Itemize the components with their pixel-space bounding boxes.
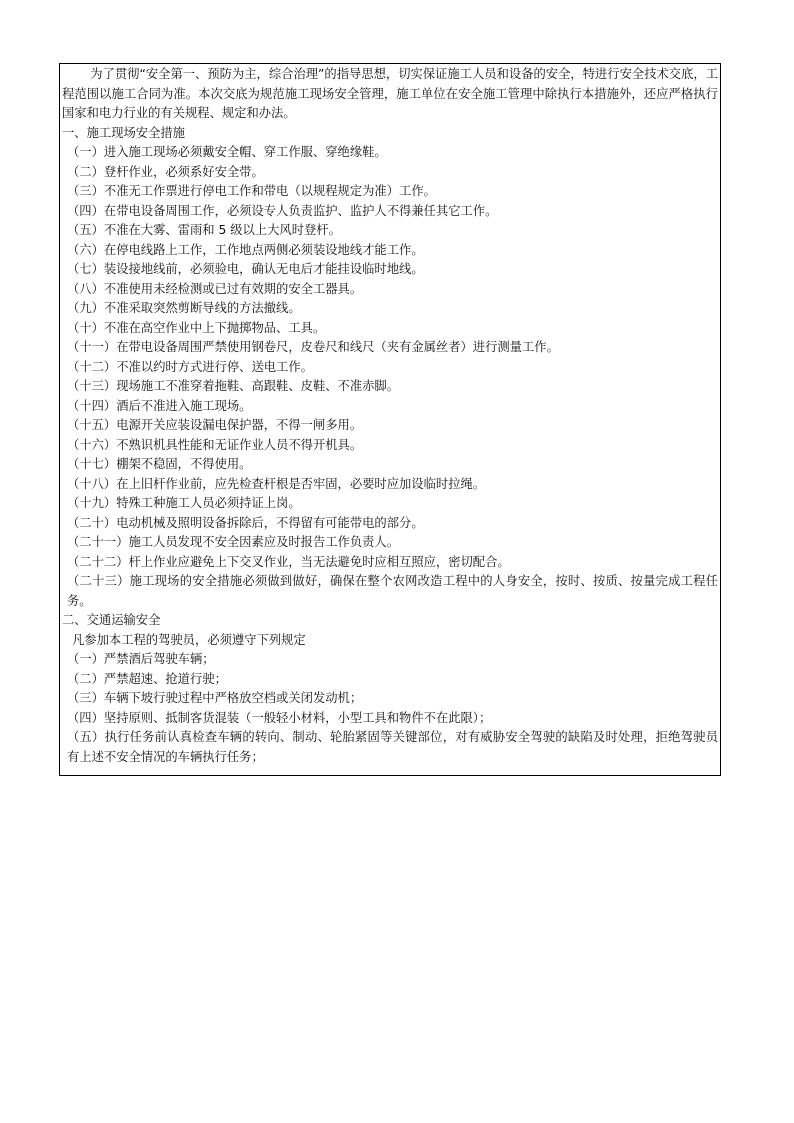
list-item: （十五）电源开关应装设漏电保护器，不得一闸多用。 bbox=[67, 418, 363, 432]
list-item: （十）不准在高空作业中上下抛掷物品、工具。 bbox=[67, 320, 326, 335]
list-item: （十二）不准以约时方式进行停、送电工作。 bbox=[67, 359, 313, 374]
list-item: （二十二）杆上作业应避免上下交叉作业，当无法避免时应相互照应，密切配合。 bbox=[67, 554, 510, 569]
list-item: （一）进入施工现场必须戴安全帽、穿工作服、穿绝缘鞋。 bbox=[67, 145, 387, 159]
list-item: （十四）酒后不准进入施工现场。 bbox=[67, 398, 252, 413]
document-table-cell bbox=[59, 63, 721, 776]
list-item: （二十一）施工人员发现不安全因素应及时报告工作负责人。 bbox=[67, 535, 400, 549]
list-item: （七）装设接地线前，必须验电，确认无电后才能挂设临时地线。 bbox=[67, 262, 424, 276]
list-item: （二）严禁超速、抢道行驶； bbox=[67, 671, 227, 686]
site-safety-list bbox=[62, 143, 718, 611]
list-item: （八）不准使用未经检测或已过有效期的安全工器具。 bbox=[67, 281, 363, 296]
list-item: （二十三）施工现场的安全措施必须做到做好，确保在整个农网改造工程中的人身安全，按时、按质、按量完成工程任务。 bbox=[67, 574, 718, 608]
list-item: （十八）在上旧杆作业前，应先检查杆根是否牢固，必要时应加设临时拉绳。 bbox=[67, 476, 486, 491]
list-item: （一）严禁酒后驾驶车辆； bbox=[67, 652, 215, 666]
list-item: （二十）电动机械及照明设备拆除后，不得留有可能带电的部分。 bbox=[67, 515, 424, 530]
list-item: （五）执行任务前认真检查车辆的转向、制动、轮胎紧固等关键部位，对有威胁安全驾驶的缺陷及时处理，拒绝驾驶员有上述不安全情况的车辆执行任务； bbox=[67, 730, 718, 764]
list-item: （十一）在带电设备周围严禁使用钢卷尺，皮卷尺和线尺（夹有金属丝者）进行测量工作。 bbox=[67, 340, 559, 354]
section-intro: 凡参加本工程的驾驶员，必须遵守下列规定 bbox=[72, 632, 306, 647]
list-item: （四）坚持原则、抵制客货混装（一般轻小材料，小型工具和物件不在此限）； bbox=[67, 710, 492, 725]
list-item: （三）不准无工作票进行停电工作和带电（以规程规定为准）工作。 bbox=[67, 184, 436, 198]
list-item: （十七）棚架不稳固，不得使用。 bbox=[67, 457, 252, 471]
list-item: （四）在带电设备周围工作，必须设专人负责监护、监护人不得兼任其它工作。 bbox=[67, 203, 498, 218]
list-item: （十三）现场施工不准穿着拖鞋、高跟鞋、皮鞋、不准赤脚。 bbox=[67, 379, 400, 393]
list-item: （五）不准在大雾、雷雨和 5 级以上大风时登杆。 bbox=[67, 223, 341, 237]
section-heading-site-safety: 一、施工现场安全措施 bbox=[62, 125, 185, 140]
section-heading-transport-safety: 二、交通运输安全 bbox=[62, 613, 161, 627]
list-item: （十六）不熟识机具性能和无证作业人员不得开机具。 bbox=[67, 437, 363, 452]
list-item: （二）登杆作业，必须系好安全带。 bbox=[67, 164, 264, 179]
list-item: （九）不准采取突然剪断导线的方法撤线。 bbox=[67, 301, 301, 315]
intro-paragraph: 为了贯彻“安全第一、预防为主，综合治理”的指导思想，切实保证施工人员和设备的安全，特进行安全技术交底，工程范围以施工合同为准。本次交底为规范施工现场安全管理，施工单位在安全施工管理中除执行本措施外，还应严格执行国家和电力行业的有关规程、规定和办法。 bbox=[62, 67, 718, 120]
list-item: （六）在停电线路上工作，工作地点两侧必须装设地线才能工作。 bbox=[67, 242, 424, 257]
transport-safety-list bbox=[62, 650, 718, 767]
list-item: （三）车辆下坡行驶过程中严格放空档或关闭发动机； bbox=[67, 691, 363, 705]
list-item: （十九）特殊工种施工人员必须持证上岗。 bbox=[67, 496, 301, 510]
